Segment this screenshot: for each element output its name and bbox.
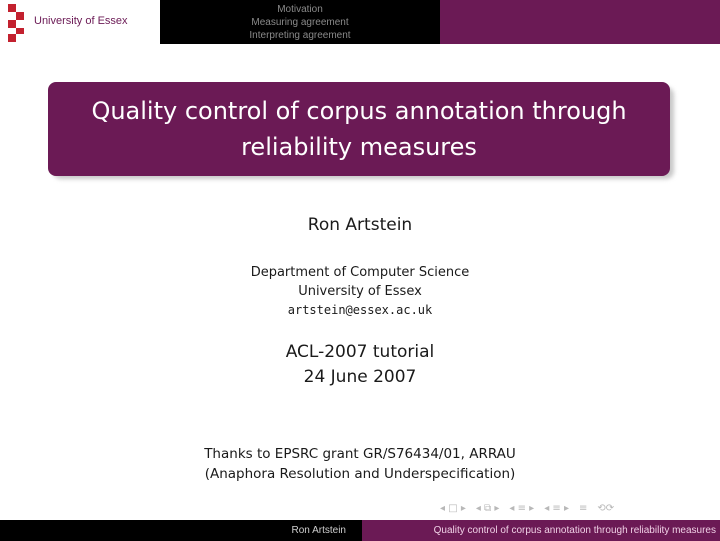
beamer-navigation [440, 503, 614, 517]
department: Department of Computer Science [250, 265, 470, 280]
author-name: Ron Artstein [307, 215, 413, 235]
nav-search-icon[interactable]: ⟲⟳ [597, 503, 615, 514]
nav-section-icon[interactable]: ◂ ≡ ▸ [509, 503, 535, 514]
university: University of Essex [298, 284, 422, 299]
footer-author: Ron Artstein [0, 520, 362, 541]
slide-title [79, 93, 639, 165]
footer-title: Quality control of corpus annotation through reliability measures [362, 520, 720, 541]
event-info [0, 340, 720, 390]
nav-section-measuring-agreement[interactable]: Measuring agreement [251, 16, 349, 28]
section-navigation [160, 0, 440, 44]
event-date: 24 June 2007 [303, 367, 417, 387]
nav-subsection-icon[interactable]: ◂ ⧉ ▸ [475, 503, 500, 514]
nav-section-interpreting-agreement[interactable]: Interpreting agreement [249, 29, 351, 41]
nav-align-icon[interactable]: ≡ [578, 503, 588, 514]
nav-frame-icon[interactable]: ◂ □ ▸ [440, 503, 466, 514]
event-name: ACL-2007 tutorial [285, 342, 435, 362]
thanks-line-1: Thanks to EPSRC grant GR/S76434/01, ARRAU [204, 446, 516, 462]
acknowledgement [0, 444, 720, 484]
footer-bar [0, 520, 720, 541]
header-right [440, 0, 720, 44]
header-university[interactable]: University of Essex [34, 15, 128, 27]
title-box [48, 82, 670, 176]
title-line-1: Quality control of corpus annotation through [91, 97, 627, 125]
email: artstein@essex.ac.uk [287, 303, 433, 317]
header-left [0, 0, 160, 44]
nav-section-motivation[interactable]: Motivation [277, 3, 323, 15]
nav-document-icon[interactable]: ◂ ≡ ▸ [544, 503, 569, 514]
affiliation [0, 263, 720, 320]
title-line-2: reliability measures [241, 133, 477, 161]
header-bar [0, 0, 720, 44]
essex-logo-icon [8, 4, 24, 42]
thanks-line-2: (Anaphora Resolution and Underspecification) [204, 466, 516, 482]
